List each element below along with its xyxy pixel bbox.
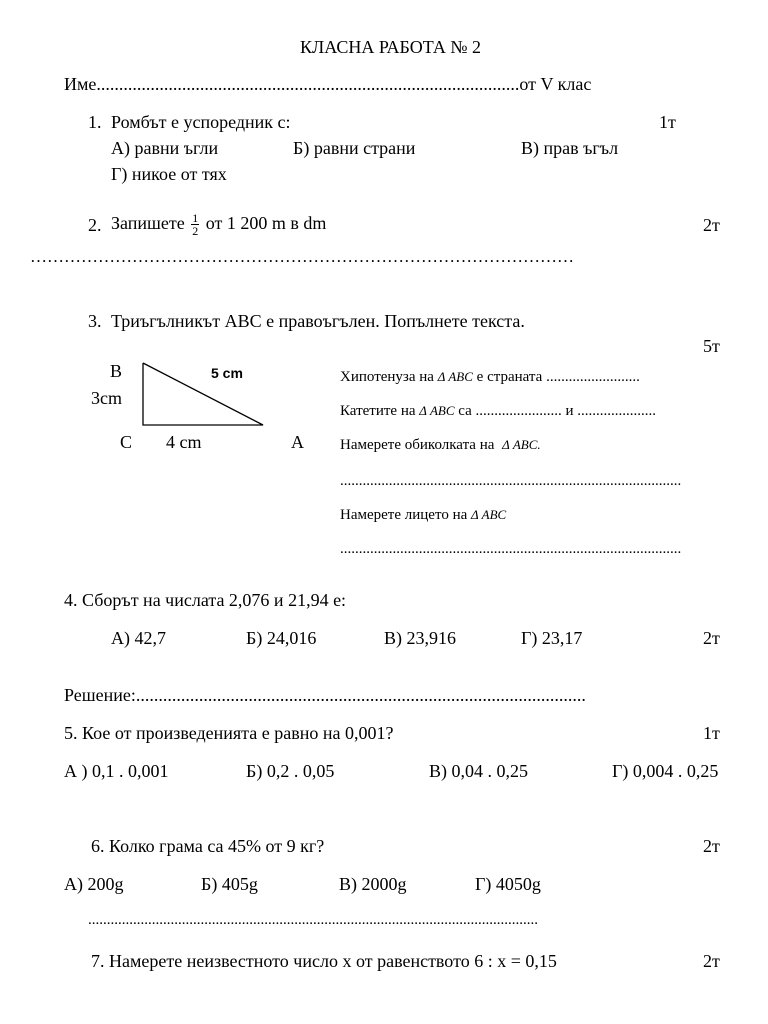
q3-points: 5т	[703, 336, 720, 356]
vertex-label-b: B	[110, 361, 123, 381]
triangle-symbol	[419, 403, 454, 418]
q1-option-c: В) прав ъгъл	[521, 138, 619, 158]
q5-option-d: Г) 0,004 . 0,25	[612, 761, 719, 781]
q5-option-a: А ) 0,1 . 0,001	[64, 761, 169, 781]
q4-option-d: Г) 23,17	[521, 628, 583, 648]
q4-option-c: В) 23,916	[384, 628, 456, 648]
legs-blanks: са ....................... и .....................	[458, 403, 657, 419]
q3-number: 3.	[88, 311, 102, 331]
triangle-symbol	[502, 437, 540, 452]
q6-answer-line: ........................................................................................................................	[88, 912, 538, 928]
abc-label: ABC	[429, 403, 455, 418]
area-prompt-text: Намерете лицето на	[340, 507, 468, 523]
triangle-outline	[143, 363, 263, 425]
leg-ca-label: 4 cm	[166, 432, 202, 452]
q1-points: 1т	[659, 112, 676, 132]
q6-text: 6. Колко грама са 45% от 9 кг?	[91, 836, 325, 856]
fraction-denominator: 2	[192, 224, 199, 239]
legs-prompt	[340, 404, 656, 419]
delta-symbol: Δ	[471, 507, 479, 522]
vertex-label-c: C	[120, 432, 133, 452]
q3-text: Триъгълникът АВС е правоъгълен. Попълнете текста.	[111, 311, 525, 331]
q7-points: 2т	[703, 951, 720, 971]
q6-option-b: Б) 405g	[201, 874, 258, 894]
delta-symbol: Δ	[502, 437, 510, 452]
q1-option-d: Г) никое от тях	[111, 164, 227, 184]
q2-answer-line: ……………………………………………………………………………………	[30, 247, 574, 266]
perimeter-answer-line: ...........................................................................................	[340, 473, 682, 489]
q6-points: 2т	[703, 836, 720, 856]
triangle-symbol	[438, 369, 473, 384]
hypotenuse-label: 5 cm	[211, 365, 243, 381]
q2-text-before: Запишете	[111, 213, 185, 233]
hypotenuse-prompt	[340, 370, 640, 385]
perimeter-prompt-text: Намерете обиколката на	[340, 437, 495, 453]
q4-points: 2т	[703, 628, 720, 648]
q6-option-a: А) 200g	[64, 874, 124, 894]
q1-option-b: Б) равни страни	[293, 138, 416, 158]
q2-points: 2т	[703, 215, 720, 235]
area-prompt	[340, 508, 506, 523]
legs-prompt-text: Катетите на	[340, 403, 416, 419]
vertex-label-a: A	[291, 432, 304, 452]
page-title: КЛАСНА РАБОТА № 2	[300, 37, 482, 57]
triangle-symbol	[471, 507, 506, 522]
q7-text: 7. Намерете неизвестното число х от равенството 6 : х = 0,15	[91, 951, 557, 971]
q4-option-b: Б) 24,016	[246, 628, 317, 648]
abc-label: ABC.	[512, 437, 541, 452]
q5-option-c: В) 0,04 . 0,25	[429, 761, 528, 781]
name-class-line: Име..............................................................................................от V клас	[64, 74, 592, 94]
area-answer-line: ...........................................................................................	[340, 541, 682, 557]
q1-text: Ромбът е успоредник с:	[111, 112, 291, 132]
q5-text: 5. Кое от произведенията е равно на 0,001?	[64, 723, 394, 743]
q6-option-d: Г) 4050g	[475, 874, 541, 894]
hypotenuse-blank: е страната .........................	[476, 369, 640, 385]
q5-points: 1т	[703, 723, 720, 743]
fraction-numerator: 1	[192, 211, 199, 226]
leg-bc-label: 3cm	[91, 388, 122, 408]
q1-number: 1.	[88, 112, 102, 132]
abc-label: ABC	[448, 369, 473, 384]
delta-symbol: Δ	[419, 403, 427, 418]
q2-number: 2.	[88, 215, 102, 235]
q1-option-a: А) равни ъгли	[111, 138, 219, 158]
q4-solution-line: Решение:....................................................................................................	[64, 685, 586, 705]
q4-option-a: А) 42,7	[111, 628, 166, 648]
q6-option-c: В) 2000g	[339, 874, 407, 894]
q5-option-b: Б) 0,2 . 0,05	[246, 761, 335, 781]
hypotenuse-prompt-text: Хипотенуза на	[340, 369, 434, 385]
q2-text-after: от 1 200 m в dm	[205, 213, 327, 233]
abc-label: ABC	[481, 507, 507, 522]
delta-symbol: Δ	[437, 369, 446, 384]
perimeter-prompt	[340, 438, 541, 453]
q4-text: 4. Сборът на числата 2,076 и 21,94 е:	[64, 590, 347, 610]
